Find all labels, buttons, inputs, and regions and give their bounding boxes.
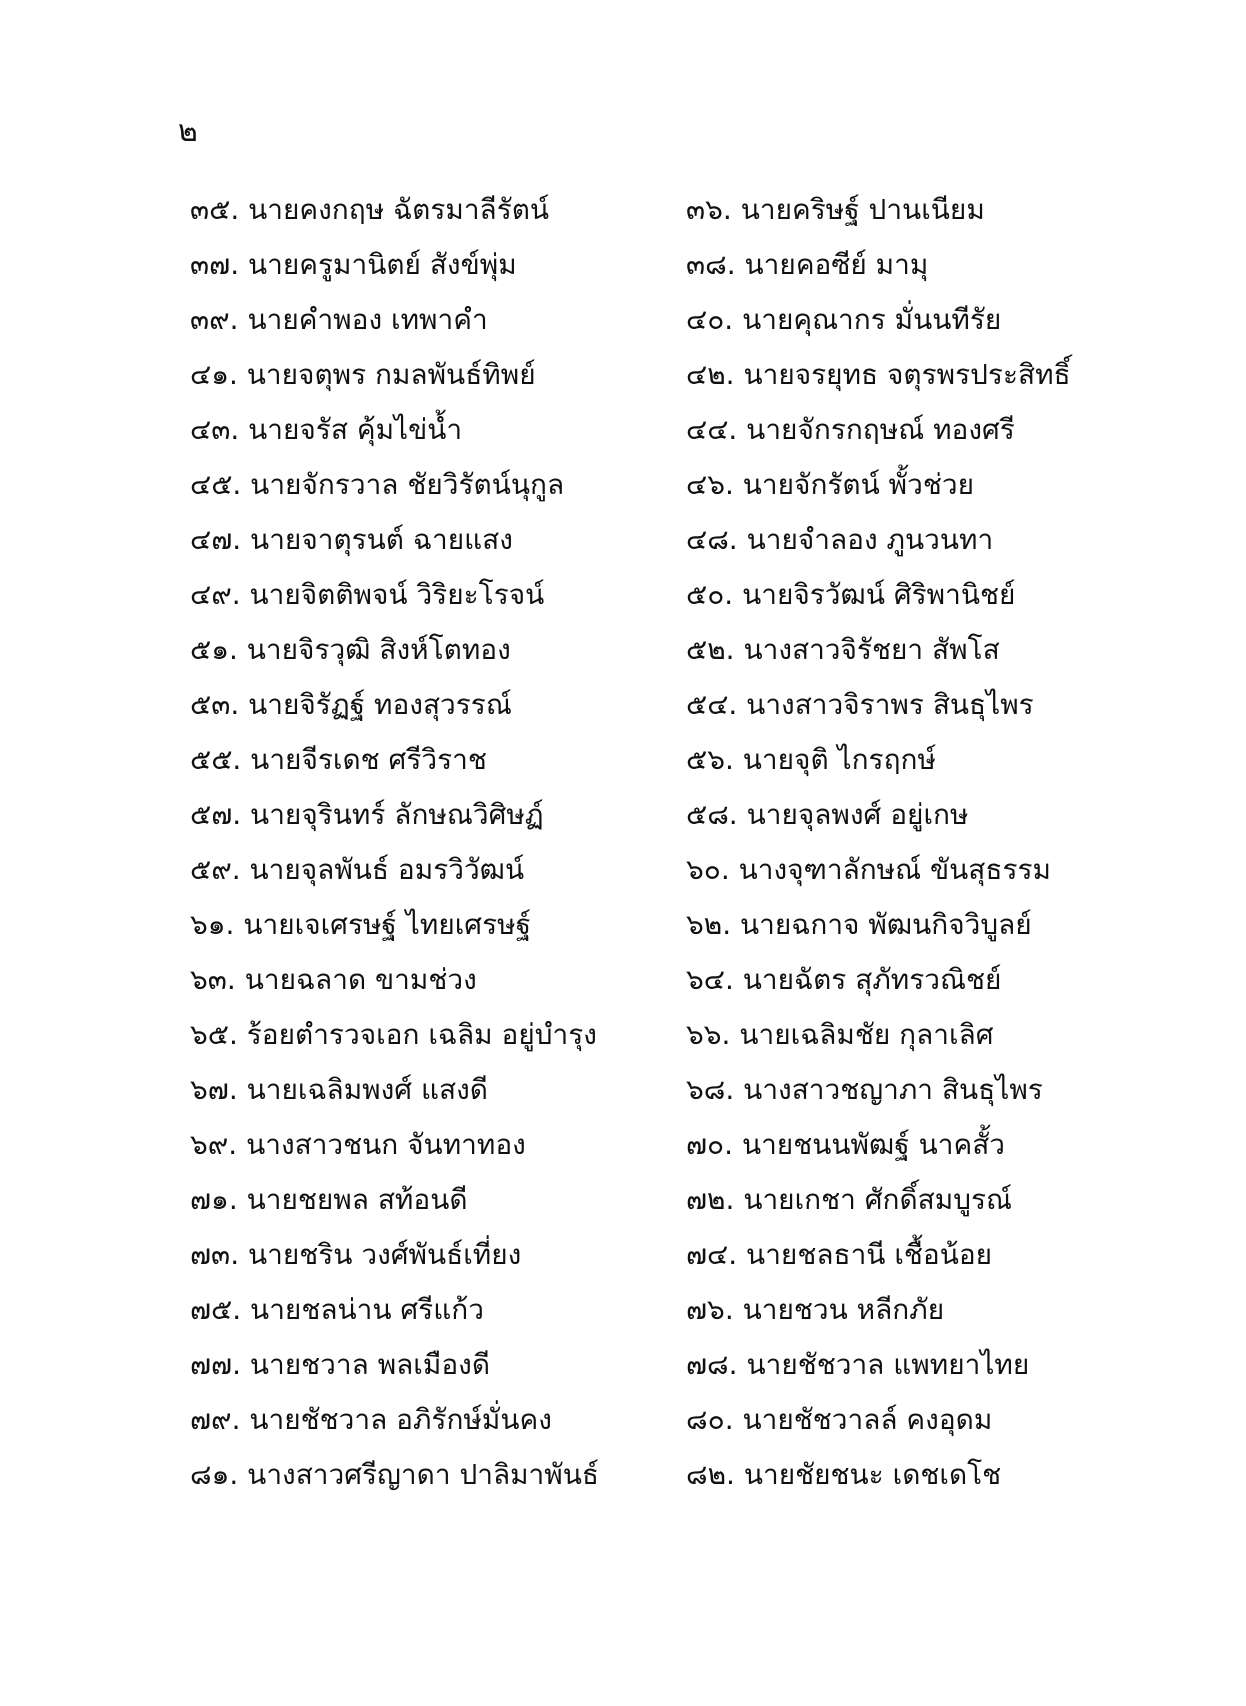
list-item: ๔๗. นายจาตุรนต์ ฉายแสง <box>190 523 513 556</box>
list-item: ๕๖. นายจุติ ไกรฤกษ์ <box>686 743 936 776</box>
list-item: ๗๓. นายชริน วงศ์พันธ์เที่ยง <box>190 1238 522 1271</box>
list-item: ๖๒. นายฉกาจ พัฒนกิจวิบูลย์ <box>686 908 1032 941</box>
list-item: ๖๕. ร้อยตำรวจเอก เฉลิม อยู่บำรุง <box>190 1018 597 1051</box>
list-item: ๔๑. นายจตุพร กมลพันธ์ทิพย์ <box>190 358 536 391</box>
list-item: ๘๒. นายชัยชนะ เดชเดโช <box>686 1458 1002 1491</box>
list-item: ๕๒. นางสาวจิรัชยา สัพโส <box>686 633 1000 666</box>
list-item: ๗๗. นายชวาล พลเมืองดี <box>190 1348 491 1381</box>
list-item: ๓๕. นายคงกฤษ ฉัตรมาลีรัตน์ <box>190 193 550 226</box>
list-item: ๕๔. นางสาวจิราพร สินธุไพร <box>686 688 1034 721</box>
list-item: ๖๖. นายเฉลิมชัย กุลาเลิศ <box>686 1018 994 1051</box>
list-item: ๗๙. นายชัชวาล อภิรักษ์มั่นคง <box>190 1403 552 1436</box>
list-item: ๗๑. นายชยพล สท้อนดี <box>190 1183 468 1216</box>
name-list <box>190 190 1090 1510</box>
list-item: ๗๔. นายชลธานี เชื้อน้อย <box>686 1238 993 1271</box>
list-item: ๕๐. นายจิรวัฒน์ ศิริพานิชย์ <box>686 578 1016 611</box>
list-item: ๔๓. นายจรัส คุ้มไข่น้ำ <box>190 413 463 446</box>
list-item: ๓๙. นายคำพอง เทพาคำ <box>190 303 488 336</box>
list-item: ๔๖. นายจักรัตน์ พั้วช่วย <box>686 468 974 501</box>
list-item: ๔๐. นายคุณากร มั่นนทีรัย <box>686 303 1002 336</box>
list-item: ๗๕. นายชลน่าน ศรีแก้ว <box>190 1293 484 1326</box>
list-item: ๕๕. นายจีรเดช ศรีวิราช <box>190 743 487 776</box>
list-item: ๕๙. นายจุลพันธ์ อมรวิวัฒน์ <box>190 853 525 886</box>
list-item: ๘๐. นายชัชวาลล์ คงอุดม <box>686 1403 993 1436</box>
list-item: ๓๗. นายครูมานิตย์ สังข์พุ่ม <box>190 248 517 281</box>
list-item: ๕๑. นายจิรวุฒิ สิงห์โตทอง <box>190 633 511 666</box>
list-item: ๖๙. นางสาวชนก จันทาทอง <box>190 1128 526 1161</box>
list-item: ๔๙. นายจิตติพจน์ วิริยะโรจน์ <box>190 578 545 611</box>
list-item: ๖๘. นางสาวชญาภา สินธุไพร <box>686 1073 1043 1106</box>
list-item: ๕๘. นายจุลพงศ์ อยู่เกษ <box>686 798 969 831</box>
list-item: ๕๗. นายจุรินทร์ ลักษณวิศิษฏ์ <box>190 798 544 831</box>
list-item: ๕๓. นายจิรัฏฐ์ ทองสุวรรณ์ <box>190 688 512 721</box>
list-item: ๓๖. นายคริษฐ์ ปานเนียม <box>686 193 985 226</box>
list-item: ๗๒. นายเกชา ศักดิ์สมบูรณ์ <box>686 1183 1012 1216</box>
list-item: ๔๔. นายจักรกฤษณ์ ทองศรี <box>686 413 1015 446</box>
list-item: ๘๑. นางสาวศรีญาดา ปาลิมาพันธ์ <box>190 1458 599 1491</box>
list-item: ๔๘. นายจำลอง ภูนวนทา <box>686 523 994 556</box>
list-item: ๖๔. นายฉัตร สุภัทรวณิชย์ <box>686 963 1002 996</box>
list-item: ๖๓. นายฉลาด ขามช่วง <box>190 963 477 996</box>
list-item: ๔๕. นายจักรวาล ชัยวิรัตน์นุกูล <box>190 468 565 501</box>
list-item: ๓๘. นายคอซีย์ มามุ <box>686 248 929 281</box>
list-item: ๗๐. นายชนนพัฒฐ์ นาคสั้ว <box>686 1128 1006 1161</box>
page-number: ๒ <box>178 114 198 149</box>
list-item: ๖๐. นางจุฑาลักษณ์ ขันสุธรรม <box>686 853 1052 886</box>
list-item: ๗๖. นายชวน หลีกภัย <box>686 1293 945 1326</box>
list-item: ๔๒. นายจรยุทธ จตุรพรประสิทธิ์ <box>686 358 1071 391</box>
list-item: ๖๗. นายเฉลิมพงศ์ แสงดี <box>190 1073 488 1106</box>
list-item: ๗๘. นายชัชวาล แพทยาไทย <box>686 1348 1030 1381</box>
list-item: ๖๑. นายเจเศรษฐ์ ไทยเศรษฐ์ <box>190 908 532 941</box>
